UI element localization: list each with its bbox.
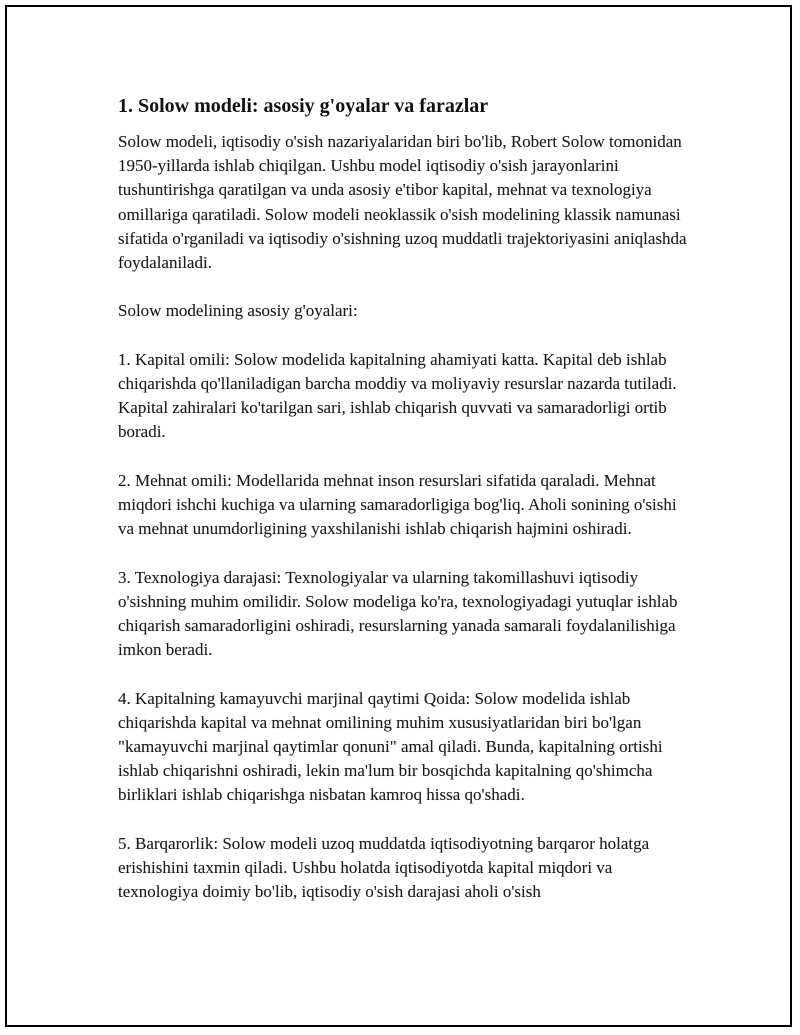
- diminishing-returns-paragraph: 4. Kapitalning kamayuvchi marjinal qaytimi Qoida: Solow modelida ishlab chiqarishda kapital va mehnat omilining muhim xususiyatlaridan biri bo'lgan "kamayuvchi marjinal qaytimlar qonuni" amal qiladi. Bunda, kapitalning ortishi ishlab chiqarishni oshiradi, lekin ma'lum bir bosqichda kapitalning qo'shimcha birliklari ishlab chiqarishga nisbatan kamroq hissa qo'shadi.: [118, 688, 663, 805]
- intro-paragraph: Solow modeli, iqtisodiy o'sish nazariyalaridan biri bo'lib, Robert Solow tomonidan 1950-yillarda ishlab chiqilgan. Ushbu model iqtisodiy o'sish jarayonlarini tushuntirishga qaratilgan va unda asosiy e'tibor kapital, mehnat va texnologiya omillariga qaratiladi. Solow modeli neoklassik o'sish modelining klassik namunasi sifatida o'rganiladi va iqtisodiy o'sishning uzoq muddatli trajektoriyasini aniqlashda foydalaniladi.: [118, 132, 687, 273]
- stability-paragraph: 5. Barqarorlik: Solow modeli uzoq muddatda iqtisodiyotning barqaror holatga erishishini taxmin qiladi. Ushbu holatda iqtisodiyotda kapital miqdori va texnologiya doimiy bo'lib, iqtisodiy o'sish darajasi aholi o'sish: [118, 833, 650, 902]
- technology-paragraph: 3. Texnologiya darajasi: Texnologiyalar va ularning takomillashuvi iqtisodiy o'sishning muhim omilidir. Solow modeliga ko'ra, texnologiyadagi yutuqlar ishlab chiqarish samaradorligini oshiradi, resurslarning yanada samarali foydalanilishiga imkon beradi.: [118, 567, 678, 660]
- ideas-intro-paragraph: Solow modelining asosiy g'oyalari:: [118, 301, 358, 321]
- document-body: [118, 92, 688, 929]
- section-heading: 1. Solow modeli: asosiy g'oyalar va farazlar: [118, 95, 489, 117]
- labor-factor-paragraph: 2. Mehnat omili: Modellarida mehnat inson resurslari sifatida qaraladi. Mehnat miqdori ishchi kuchiga va ularning samaradorligiga bog'liq. Aholi sonining o'sishi va mehnat unumdorligining yaxshilanishi ishlab chiqarish hajmini oshiradi.: [118, 470, 677, 539]
- capital-factor-paragraph: 1. Kapital omili: Solow modelida kapitalning ahamiyati katta. Kapital deb ishlab chiqarishda qo'llaniladigan barcha moddiy va moliyaviy resurslar nazarda tutiladi. Kapital zahiralari ko'tarilgan sari, ishlab chiqarish quvvati va samaradorligi ortib boradi.: [118, 349, 677, 442]
